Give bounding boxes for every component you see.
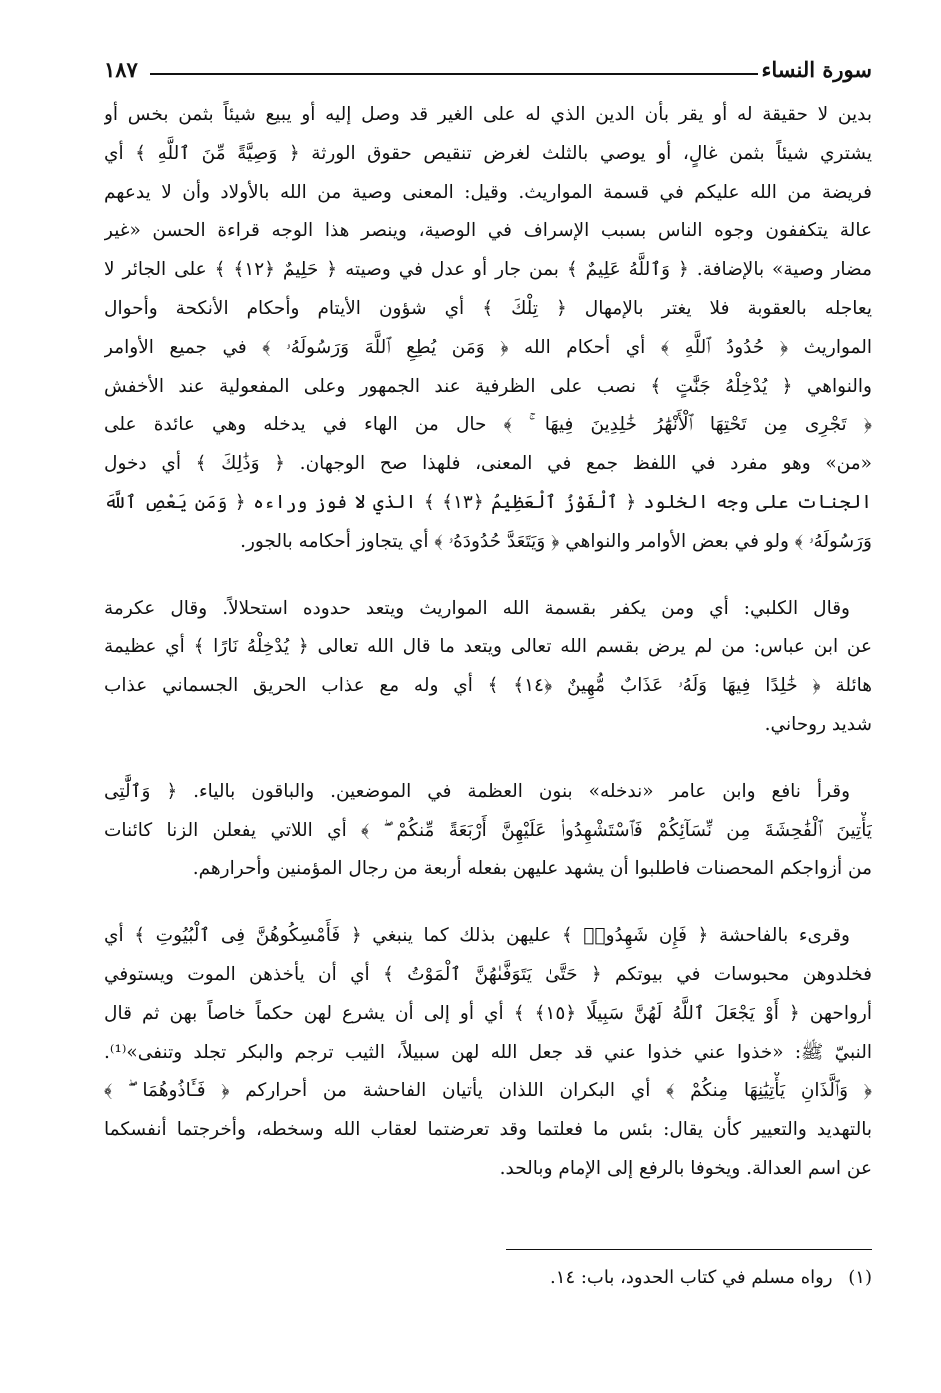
footnote-text: رواه مسلم في كتاب الحدود، باب: ١٤. <box>550 1267 833 1288</box>
paragraph-1 <box>104 96 872 562</box>
page-body <box>104 96 872 1189</box>
text-line: بالتهديد والتعيير كأن يقال: بئس ما فعلتما وقد تعرضتما لعقاب الله وسخطه، وأخرجتما أنفسكما <box>104 1119 872 1141</box>
text-line: النبيّ ﷺ: «خذوا عني خذوا عني قد جعل الله لهن سبيلاً، الثيب ترجم والبكر تجلد وتنفى»⁽¹⁾. <box>104 1041 872 1063</box>
text-line: عن ابن عباس: من لم يرض بقسم الله تعالى ويتعد ما قال الله تعالى ﴿ يُدْخِلْهُ نَارًا ﴾ أي عظيمة <box>104 636 872 658</box>
text-line: ﴿ وَٱلَّذَانِ يَأْتِيَٰنِهَا مِنكُمْ ﴾ أي البكران اللذان يأتيان الفاحشة من أحراركم ﴿ فَـَٔاذُوهُمَا ۖ ﴾ <box>104 1080 872 1102</box>
footnote-number: (١) <box>848 1267 872 1288</box>
paragraph-4 <box>104 917 872 1189</box>
text-line: أرواحهن ﴿ أَوْ يَجْعَلَ ٱللَّهُ لَهُنَّ سَبِيلًا ﴿١٥﴾ ﴾ أي أو إلى أن يشرع لهن حكماً خاصاً بهن ثم قال <box>104 1002 872 1024</box>
text-line: عالة يتكففون وجوه الناس بسبب الإسراف في الوصية، وينصر هذا الوجه قراءة الحسن «غير <box>104 220 872 242</box>
text-line: شديد روحاني. <box>764 713 872 735</box>
text-line: وقال الكلبي: أي ومن يكفر بقسمة الله المواريث ويتعد حدوده استحلالاً. وقال عكرمة <box>104 597 850 619</box>
paragraph-gap <box>104 562 872 590</box>
text-line: مضار وصية» بالإضافة. ﴿ وَٱللَّهُ عَلِيمٌ ﴾ بمن جار أو عدل في وصيته ﴿ حَلِيمٌ ﴿١٢﴾ ﴾ على الجائر لا <box>104 259 872 281</box>
text-line: ﴿ تَجْرِى مِن تَحْتِهَا ٱلْأَنْهَٰرُ خَٰلِدِينَ فِيهَا ۚ ﴾ حال من الهاء في يدخله وهي عائدة على <box>104 414 872 436</box>
text-line: فريضة من الله عليكم في قسمة المواريث. وقيل: المعنى وصية من الله بالأولاد وأن لا يدعهم <box>104 181 872 203</box>
text-line: «من» وهو مفرد في اللفظ جمع في المعنى، فلهذا صح الوجهان. ﴿ وَذَٰلِكَ ﴾ أي دخول <box>104 453 872 475</box>
text-line: وقرأ نافع وابن عامر «ندخله» بنون العظمة في الموضعين. والباقون بالياء. ﴿ وَٱلَّٰتِى <box>104 780 850 802</box>
paragraph-gap <box>104 889 872 917</box>
text-line: عن اسم العدالة. ويخوفا بالرفع إلى الإمام وبالحد. <box>499 1157 872 1179</box>
text-line: المواريث ﴿ حُدُودُ ٱللَّهِ ﴾ أي أحكام الله ﴿ وَمَن يُطِعِ ٱللَّهَ وَرَسُولَهُۥ ﴾ في جميع الأوامر <box>104 336 872 358</box>
page-header <box>104 55 872 89</box>
paragraph-gap <box>104 745 872 773</box>
paragraph-2 <box>104 590 872 745</box>
text-line: يعاجله بالعقوبة فلا يغتر بالإمهال ﴿ تِلْكَ ﴾ أي شؤون الأيتام وأحكام الأنكحة وأحوال <box>104 297 872 319</box>
header-rule <box>150 73 758 75</box>
text-line: هائلة ﴿ خَٰلِدًا فِيهَا وَلَهُۥ عَذَابٌ مُّهِينٌ ﴿١٤﴾ ﴾ أي وله مع عذاب الحريق الجسماني عذاب <box>104 675 872 697</box>
text-line: فخلدوهن محبوسات في بيوتكم ﴿ حَتَّىٰ يَتَوَفَّىٰهُنَّ ٱلْمَوْتُ ﴾ أي أن يأخذهن الموت ويستوفي <box>104 963 872 985</box>
text-line: والنواهي ﴿ يُدْخِلْهُ جَنَّٰتٍ ﴾ نصب على الظرفية عند الجمهور وعلى المفعولية عند الأخفش <box>104 375 872 397</box>
text-line: الجنات على وجه الخلود ﴿ ٱلْفَوْزُ ٱلْعَظِيمُ ﴿١٣﴾ ﴾ الذي لا فوز وراءه ﴿ وَمَن يَعْصِ ٱللَّهَ <box>104 491 872 513</box>
surah-title: سورة النساء <box>761 57 872 82</box>
text-line: وَرَسُولَهُۥ ﴾ ولو في بعض الأوامر والنواهي ﴿ وَيَتَعَدَّ حُدُودَهُۥ ﴾ أي يتجاوز أحكامه بالجور. <box>240 530 872 552</box>
page-number: ١٨٧ <box>104 57 138 82</box>
text-line: من أزواجكم المحصنات فاطلبوا أن يشهد عليهن بفعله أربعة من رجال المؤمنين وأحرارهم. <box>192 858 872 880</box>
text-line: بدين لا حقيقة له أو يقر بأن الدين الذي له على الغير قد وصل إليه أو يبيع شيئاً بثمن بخس أو <box>104 104 872 125</box>
text-line: يشتري شيئاً بثمن غالٍ، أو يوصي بالثلث لغرض تنقيص حقوق الورثة ﴿ وَصِيَّةً مِّنَ ٱللَّهِ ﴾ أي <box>104 142 872 164</box>
footnote-divider <box>506 1249 872 1250</box>
text-line: يَأْتِينَ ٱلْفَٰحِشَةَ مِن نِّسَآئِكُمْ فَٱسْتَشْهِدُوا۟ عَلَيْهِنَّ أَرْبَعَةً مِّنكُمْ ۖ ﴾ أي اللاتي يفعلن الزنا كائنات <box>104 819 872 841</box>
text-line: وقرىء بالفاحشة ﴿ فَإِن شَهِدُوا۟ ﴾ عليهن بذلك كما ينبغي ﴿ فَأَمْسِكُوهُنَّ فِى ٱلْبُيُوتِ ﴾ أي <box>104 925 850 947</box>
footnote <box>104 1263 872 1293</box>
paragraph-3 <box>104 773 872 889</box>
